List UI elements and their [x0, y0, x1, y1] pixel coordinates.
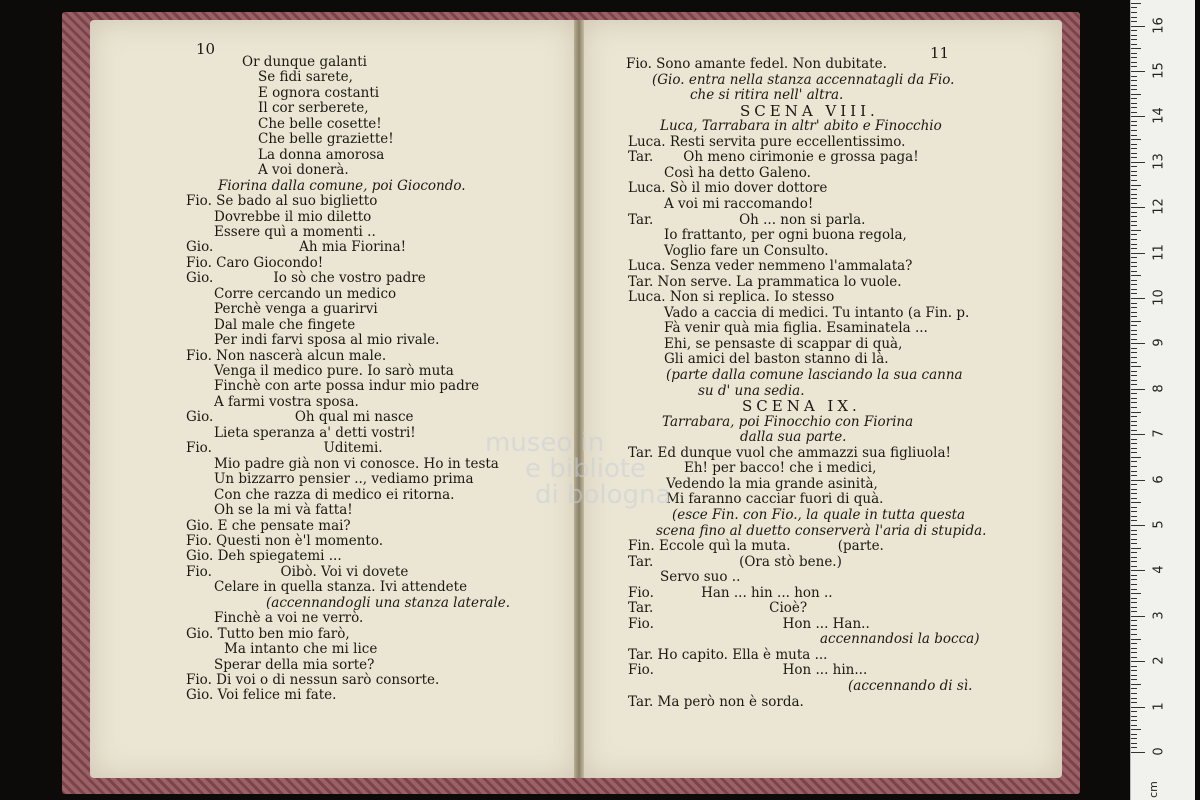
text-line: Or dunque galanti: [242, 54, 367, 70]
ruler-tick: [1131, 416, 1137, 417]
text-line: SCENA IX.: [742, 397, 861, 416]
ruler-tick: [1131, 303, 1137, 304]
ruler-tick: [1131, 339, 1137, 340]
ruler-tick: [1131, 53, 1137, 54]
text-line: La donna amorosa: [258, 146, 385, 163]
ruler-tick: [1131, 711, 1137, 712]
ruler-number: 6: [1151, 474, 1167, 484]
ruler-tick: [1131, 225, 1137, 226]
text-line: Con che razza di medico ei ritorna.: [214, 486, 455, 503]
text-line: Che belle cosette!: [258, 115, 382, 132]
ruler-tick: [1131, 98, 1137, 99]
ruler-number: 9: [1151, 338, 1167, 348]
ruler-tick: [1131, 602, 1137, 603]
ruler-number: 16: [1151, 16, 1167, 34]
ruler-tick: [1131, 729, 1141, 730]
ruler-tick: [1131, 643, 1137, 644]
text-line: (accennandogli una stanza laterale.: [266, 594, 511, 611]
text-line: Fio. Hon ... Han..: [628, 615, 870, 632]
ruler-tick: [1131, 716, 1137, 717]
text-line: accennandosi la bocca): [820, 631, 980, 648]
watermark-line: di bologna: [535, 480, 672, 510]
text-line: Fio. Hon ... hin...: [628, 662, 868, 679]
watermark-line: museo in: [485, 428, 605, 458]
ruler-tick: [1131, 207, 1145, 208]
ruler-tick: [1131, 316, 1137, 317]
ruler-tick: [1131, 648, 1137, 649]
ruler-tick: [1131, 398, 1137, 399]
ruler-tick: [1131, 534, 1137, 535]
ruler-tick: [1131, 253, 1145, 254]
text-line: Fio. Uditemi.: [186, 440, 383, 457]
text-line: Gio. Oh qual mi nasce: [186, 409, 414, 426]
ruler-tick: [1131, 498, 1137, 499]
ruler-tick: [1131, 616, 1145, 617]
ruler-tick: [1131, 153, 1137, 154]
text-line: Fà venir quà mia figlia. Esaminatela ...: [664, 320, 928, 337]
ruler-tick: [1131, 620, 1137, 621]
text-line: che si ritira nell' altra.: [690, 87, 844, 104]
ruler-tick: [1131, 71, 1145, 72]
ruler-tick: [1131, 325, 1137, 326]
ruler-tick: [1131, 76, 1137, 77]
ruler-tick: [1131, 543, 1137, 544]
ruler-tick: [1131, 698, 1137, 699]
ruler-tick: [1131, 471, 1137, 472]
text-line: Che belle graziette!: [258, 131, 394, 148]
ruler-tick: [1131, 44, 1137, 45]
ruler-tick: [1131, 752, 1145, 753]
ruler-tick: [1131, 362, 1137, 363]
ruler-tick: [1131, 166, 1137, 167]
text-line: A voi mi raccomando!: [664, 195, 814, 212]
text-line: Tar. Ed dunque vuol che ammazzi sua figliuola!: [628, 444, 951, 461]
ruler-tick: [1131, 48, 1141, 49]
ruler-tick: [1131, 548, 1141, 549]
text-line: (parte dalla comune lasciando la sua canna: [666, 367, 963, 383]
text-line: (accennando di sì.: [848, 678, 973, 694]
ruler-tick: [1131, 21, 1137, 22]
ruler-tick: [1131, 725, 1137, 726]
text-line: Celare in quella stanza. Ivi attendete: [214, 579, 468, 596]
text-line: Io frattanto, per ogni buona regola,: [664, 227, 907, 244]
text-line: Gio. Io sò che vostro padre: [186, 270, 426, 287]
text-line: Dovrebbe il mio diletto: [214, 208, 372, 225]
ruler-tick: [1131, 466, 1137, 467]
watermark-line: e bibliote: [525, 454, 647, 484]
ruler-tick: [1131, 116, 1145, 117]
ruler-tick: [1131, 30, 1137, 31]
right-page-number: 11: [930, 44, 950, 62]
ruler-tick: [1131, 393, 1137, 394]
ruler-tick: [1131, 107, 1137, 108]
ruler-tick: [1131, 35, 1137, 36]
ruler-tick: [1131, 402, 1137, 403]
ruler-tick: [1131, 557, 1137, 558]
ruler-tick: [1131, 230, 1141, 231]
ruler-tick: [1131, 611, 1137, 612]
ruler-tick: [1131, 530, 1137, 531]
text-line: Fio. Sono amante fedel. Non dubitate.: [626, 56, 887, 72]
ruler-tick: [1131, 666, 1137, 667]
ruler-tick: [1131, 371, 1137, 372]
ruler-tick: [1131, 511, 1137, 512]
ruler-tick: [1131, 439, 1137, 440]
ruler-tick: [1131, 430, 1137, 431]
ruler-tick: [1131, 584, 1137, 585]
text-line: Gio. Deh spiegatemi ...: [186, 548, 342, 565]
ruler-number: 15: [1151, 62, 1167, 79]
text-line: Luca. Sò il mio dover dottore: [628, 180, 828, 197]
ruler-number: 7: [1151, 429, 1167, 438]
text-line: Mio padre già non vi conosce. Ho in testa: [214, 455, 499, 472]
ruler-tick: [1131, 625, 1137, 626]
ruler-tick: [1131, 248, 1137, 249]
ruler-tick: [1131, 57, 1137, 58]
ruler-tick: [1131, 221, 1137, 222]
ruler-number: 13: [1151, 153, 1167, 170]
ruler-tick: [1131, 561, 1137, 562]
ruler-tick: [1131, 421, 1137, 422]
text-line: A farmi vostra sposa.: [214, 393, 359, 410]
ruler-tick: [1131, 407, 1137, 408]
ruler-tick: [1131, 598, 1137, 599]
ruler-tick: [1131, 262, 1137, 263]
text-line: Se fidi sarete,: [258, 69, 353, 86]
text-line: Fio. Di voi o di nessun sarò consorte.: [186, 672, 440, 688]
ruler-tick: [1131, 634, 1137, 635]
ruler-number: 0: [1151, 747, 1167, 756]
text-line: Fio. Se bado al suo biglietto: [186, 193, 378, 210]
ruler-tick: [1131, 330, 1137, 331]
text-line: Fio. Non nascerà alcun male.: [186, 347, 387, 364]
ruler-tick: [1131, 734, 1137, 735]
text-line: Servo suo ..: [660, 569, 741, 586]
ruler-tick: [1131, 675, 1137, 676]
ruler-tick: [1131, 139, 1141, 140]
ruler-tick: [1131, 720, 1137, 721]
ruler-tick: [1131, 357, 1137, 358]
text-line: Vado a caccia di medici. Tu intanto (a Fin. p.: [664, 304, 970, 321]
text-line: Tar. Oh meno cirimonie e grossa paga!: [628, 149, 919, 166]
text-line: Gli amici del baston stanno di là.: [664, 351, 889, 368]
ruler-tick: [1131, 348, 1137, 349]
text-line: Un bizzarro pensier .., vediamo prima: [214, 471, 474, 488]
ruler-tick: [1131, 189, 1137, 190]
ruler-tick: [1131, 7, 1137, 8]
text-line: Finchè a voi ne verrò.: [214, 610, 364, 627]
ruler-tick: [1131, 670, 1137, 671]
text-line: Fio. Caro Giocondo!: [186, 254, 324, 271]
text-line: Tar. Oh ... non si parla.: [628, 211, 866, 228]
ruler-tick: [1131, 234, 1137, 235]
text-line: Fin. Eccole quì la muta. (parte.: [628, 538, 884, 555]
text-line: A voi donerà.: [258, 162, 349, 179]
ruler-tick: [1131, 125, 1137, 126]
ruler-tick: [1131, 552, 1137, 553]
ruler-tick: [1131, 293, 1137, 294]
ruler-tick: [1131, 366, 1141, 367]
ruler-tick: [1131, 85, 1137, 86]
ruler-tick: [1131, 239, 1137, 240]
ruler-tick: [1131, 516, 1137, 517]
ruler-tick: [1131, 707, 1145, 708]
ruler-tick: [1131, 657, 1137, 658]
ruler-tick: [1131, 738, 1137, 739]
ruler-tick: [1131, 39, 1137, 40]
ruler-tick: [1131, 12, 1137, 13]
text-line: Voglio fare un Consulto.: [664, 242, 829, 259]
ruler-number: 3: [1151, 611, 1167, 620]
text-line: Eh! per bacco! che i medici,: [684, 460, 877, 477]
ruler-tick: [1131, 321, 1141, 322]
ruler-tick: [1131, 448, 1137, 449]
ruler-tick: [1131, 475, 1137, 476]
ruler-tick: [1131, 112, 1137, 113]
ruler-tick: [1131, 747, 1137, 748]
ruler-tick: [1131, 157, 1137, 158]
text-line: Corre cercando un medico: [214, 285, 397, 302]
ruler-tick: [1131, 688, 1137, 689]
ruler-tick: [1131, 266, 1137, 267]
ruler-tick: [1131, 94, 1141, 95]
ruler-tick: [1131, 489, 1137, 490]
ruler-tick: [1131, 312, 1137, 313]
text-line: Fio. Questi non è'l momento.: [186, 532, 384, 549]
ruler-number: 11: [1151, 243, 1167, 261]
ruler-tick: [1131, 389, 1145, 390]
ruler-tick: [1131, 194, 1137, 195]
ruler-tick: [1131, 289, 1137, 290]
text-line: Tar. (Ora stò bene.): [628, 553, 842, 570]
ruler-tick: [1131, 171, 1137, 172]
text-line: Dal male che fingete: [214, 316, 356, 333]
text-line: Tar. Non serve. La prammatica lo vuole.: [628, 273, 902, 290]
ruler-tick: [1131, 452, 1137, 453]
ruler-tick: [1131, 425, 1137, 426]
ruler-tick: [1131, 334, 1137, 335]
text-line: Fio. Oibò. Voi vi dovete: [186, 563, 409, 580]
ruler-tick: [1131, 175, 1137, 176]
text-line: Luca, Tarrabara in altr' abito e Finocchio: [660, 118, 942, 135]
ruler-tick: [1131, 589, 1137, 590]
text-line: Gio. E che pensate mai?: [186, 517, 351, 534]
ruler-tick: [1131, 684, 1141, 685]
text-line: Il cor serberete,: [258, 100, 369, 117]
text-line: Fiorina dalla comune, poi Giocondo.: [218, 177, 466, 194]
ruler-tick: [1131, 412, 1141, 413]
text-line: Venga il medico pure. Io sarò muta: [214, 363, 454, 379]
ruler-tick: [1131, 629, 1137, 630]
ruler-tick: [1131, 520, 1137, 521]
ruler-tick: [1131, 380, 1137, 381]
left-page-number: 10: [196, 40, 216, 58]
ruler-tick: [1131, 212, 1137, 213]
ruler-number: 14: [1151, 107, 1167, 125]
ruler-tick: [1131, 607, 1137, 608]
ruler-tick: [1131, 130, 1137, 131]
ruler-number: 2: [1151, 656, 1167, 665]
text-line: scena fino al duetto conserverà l'aria di stupida.: [656, 522, 987, 539]
ruler-tick: [1131, 180, 1137, 181]
ruler-tick: [1131, 480, 1145, 481]
ruler-tick: [1131, 135, 1137, 136]
ruler-tick: [1131, 575, 1137, 576]
text-line: Perchè venga a guarirvi: [214, 301, 378, 318]
measurement-ruler: [1130, 0, 1195, 800]
ruler-tick: [1131, 66, 1137, 67]
ruler-tick: [1131, 352, 1137, 353]
text-line: Luca. Resti servita pure eccellentissimo.: [628, 133, 906, 150]
text-line: Gio. Tutto ben mio farò,: [186, 625, 350, 642]
ruler-tick: [1131, 566, 1137, 567]
text-line: SCENA VIII.: [740, 101, 879, 120]
ruler-tick: [1131, 216, 1137, 217]
ruler-tick: [1131, 652, 1137, 653]
ruler-tick: [1131, 461, 1137, 462]
text-line: Tarrabara, poi Finocchio con Fiorina: [662, 413, 914, 430]
ruler-number: 5: [1151, 520, 1167, 529]
ruler-tick: [1131, 570, 1145, 571]
text-line: Fio. Han ... hin ... hon ..: [628, 584, 833, 601]
ruler-tick: [1131, 639, 1141, 640]
text-line: Gio. Voi felice mi fate.: [186, 687, 337, 704]
ruler-tick: [1131, 661, 1145, 662]
ruler-tick: [1131, 275, 1141, 276]
ruler-tick: [1131, 257, 1137, 258]
ruler-tick: [1131, 80, 1137, 81]
text-line: su d' una sedia.: [698, 382, 805, 399]
ruler-tick: [1131, 384, 1137, 385]
text-line: Oh se la mi và fatta!: [214, 502, 353, 519]
ruler-tick: [1131, 679, 1137, 680]
text-line: (esce Fin. con Fio., la quale in tutta questa: [672, 506, 966, 523]
book-gutter: [574, 20, 584, 778]
ruler-tick: [1131, 443, 1137, 444]
text-line: Luca. Non si replica. Io stesso: [628, 289, 835, 306]
ruler-tick: [1131, 185, 1141, 186]
text-line: Vedendo la mia grande asinità,: [666, 475, 878, 492]
text-line: Luca. Senza veder nemmeno l'ammalata?: [628, 258, 913, 275]
ruler-tick: [1131, 284, 1137, 285]
ruler-tick: [1131, 89, 1137, 90]
ruler-tick: [1131, 375, 1137, 376]
ruler-number: 12: [1151, 198, 1167, 215]
ruler-tick: [1131, 280, 1137, 281]
ruler-number: 10: [1151, 289, 1167, 306]
text-line: Così ha detto Galeno.: [664, 164, 811, 181]
text-line: dalla sua parte.: [740, 429, 847, 446]
ruler-number: 4: [1151, 565, 1167, 575]
ruler-tick: [1131, 484, 1137, 485]
ruler-tick: [1131, 434, 1145, 435]
text-line: Sperar della mia sorte?: [214, 656, 375, 673]
ruler-tick: [1131, 203, 1137, 204]
ruler-tick: [1131, 198, 1137, 199]
ruler-tick: [1131, 244, 1137, 245]
ruler-tick: [1131, 121, 1137, 122]
ruler-tick: [1131, 3, 1141, 4]
ruler-tick: [1131, 307, 1137, 308]
text-line: Ehi, se pensaste di scappar di quà,: [664, 335, 903, 352]
text-line: Tar. Ma però non è sorda.: [628, 693, 804, 710]
text-line: Gio. Ah mia Fiorina!: [186, 239, 407, 256]
text-line: (Gio. entra nella stanza accennatagli da Fio.: [652, 71, 955, 88]
ruler-tick: [1131, 62, 1137, 63]
ruler-tick: [1131, 593, 1141, 594]
ruler-tick: [1131, 693, 1137, 694]
ruler-tick: [1131, 539, 1137, 540]
watermark: [485, 430, 671, 508]
text-line: Finchè con arte possa indur mio padre: [214, 378, 480, 395]
text-line: Ma intanto che mi lice: [224, 641, 378, 658]
ruler-tick: [1131, 17, 1137, 18]
text-line: Tar. Ho capito. Ella è muta ...: [628, 646, 828, 663]
ruler-tick: [1131, 271, 1137, 272]
ruler-unit: cm: [1146, 781, 1160, 798]
text-line: Lieta speranza a' detti vostri!: [214, 424, 416, 441]
ruler-tick: [1131, 457, 1141, 458]
ruler-tick: [1131, 525, 1145, 526]
ruler-number: 1: [1151, 701, 1167, 711]
ruler-tick: [1131, 702, 1137, 703]
ruler-tick: [1131, 144, 1137, 145]
ruler-number: 8: [1151, 384, 1167, 393]
text-line: E ognora costanti: [258, 84, 380, 101]
ruler-tick: [1131, 103, 1137, 104]
ruler-tick: [1131, 343, 1145, 344]
text-line: Tar. Cioè?: [628, 600, 808, 617]
ruler-tick: [1131, 493, 1137, 494]
text-line: Mi faranno cacciar fuori di quà.: [666, 491, 884, 508]
ruler-tick: [1131, 502, 1141, 503]
ruler-tick: [1131, 298, 1145, 299]
text-line: Essere quì a momenti ..: [214, 223, 376, 240]
text-line: Per indi farvi sposa al mio rivale.: [214, 332, 440, 349]
ruler-tick: [1131, 26, 1145, 27]
ruler-tick: [1131, 507, 1137, 508]
ruler-tick: [1131, 148, 1137, 149]
ruler-tick: [1131, 743, 1137, 744]
ruler-tick: [1131, 579, 1137, 580]
ruler-tick: [1131, 162, 1145, 163]
